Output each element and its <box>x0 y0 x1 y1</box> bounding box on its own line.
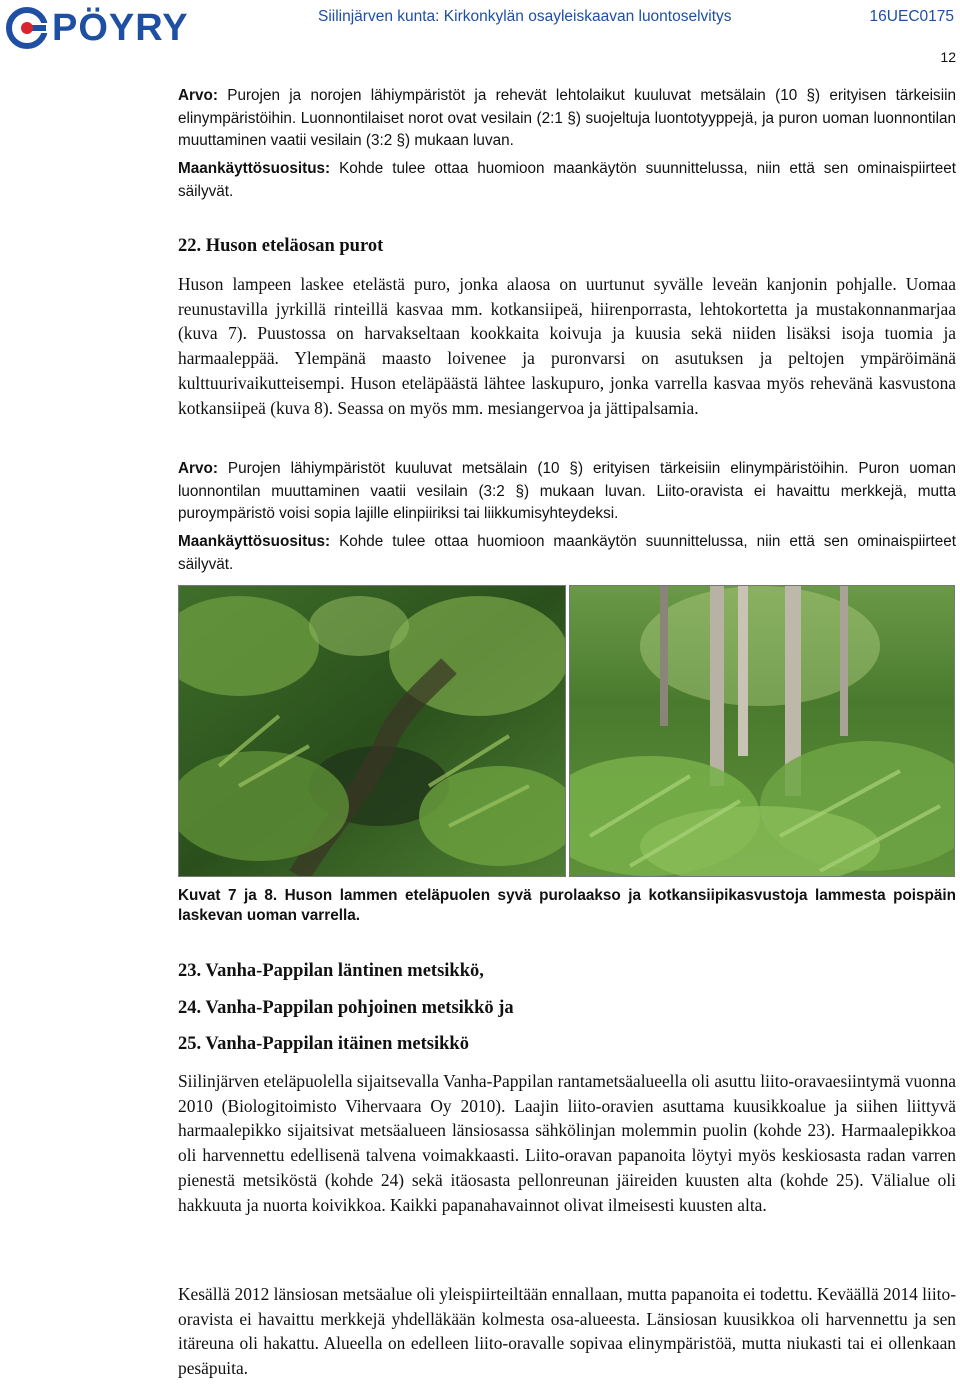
arvo-text: Purojen lähiympäristöt kuuluvat metsälain (10 §) erityisen tärkeisiin elinympäristöihin. Puron uoman luonnontilan muuttaminen vaatii vesilain (3:2 §) mukaan luvan. Liito-oravista ei havaittu merkkejä, mutta puroympäristö voisi sopia lajille elinpiiriksi tai liikkumisyhteydeksi. <box>178 460 956 522</box>
body-paragraph-22: Huson lampeen laskee etelästä puro, jonka alaosa on uurtunut syvälle leveän kanjonin pohjalle. Uomaa reunustavilla jyrkillä rinteillä kasvaa mm. kotkansiipeä, hiirenporrasta, lehtokortetta ja mustakonnanmarjaa (kuva 7). Puustossa on harvakseltaan kookkaita koivuja ja kuusia sekä niiden lisäksi isoja tuomia ja harmaaleppää. Ylempänä maasto loivenee ja puronvarsi on asutuksen ja peltojen ympäröimänä kulttuurivaikutteisempi. Huson eteläpäästä lähtee laskupuro, jonka varrella kasvaa myös rehevänä kasvustona kotkansiipeä (kuva 8). Seassa on myös mm. mesiangervoa ja jättipalsamia. <box>178 274 956 418</box>
maankaytto-text: Kohde tulee ottaa huomioon maankäytön suunnittelussa, niin että sen ominaispiirteet säilyvät. <box>178 160 956 200</box>
maankaytto-paragraph-22 <box>178 531 956 576</box>
document-code: 16UEC0175 <box>869 8 954 25</box>
body-paragraph-2012-2014: Kesällä 2012 länsiosan metsäalue oli yleispiirteiltään ennallaan, mutta papanoita ei todettu. Keväällä 2014 liito-oravista ei havaittu merkkejä yhdelläkään kolmesta osa-alueesta. Länsiosan kuusikkoa oli harvennettu ja sen itäreuna oli hakattu. Alueella on edelleen liito-oravalle sopivaa elinympäristöä, mutta niukasti tai ei ollenkaan pesäpuita. <box>178 1284 956 1379</box>
section-heading-22: 22. Huson eteläosan purot <box>178 236 384 256</box>
logo-wordmark: PÖYRY <box>52 7 189 49</box>
figure-caption: Kuvat 7 ja 8. Huson lammen eteläpuolen syvä purolaakso ja kotkansiipikasvustoja lammesta poispäin laskevan uoman varrella. <box>178 887 956 924</box>
arvo-paragraph-22 <box>178 458 956 526</box>
poyry-logo-icon <box>6 7 48 49</box>
arvo-paragraph-21 <box>178 85 956 153</box>
arvo-text: Purojen ja norojen lähiympäristöt ja rehevät lehtolaikut kuuluvat metsälain (10 §) erityisen tärkeisiin elinympäristöihin. Luonnontilaiset norot ovat vesilain (2:1 §) suojeltuja luontotyyppejä, ja puron uoman luonnontilan muuttaminen vaatii vesilain (3:2 §) mukaan luvan. <box>178 87 956 149</box>
fern-forest-photo-icon <box>570 586 954 876</box>
section-heading-24: 24. Vanha-Pappilan pohjoinen metsikkö ja <box>178 998 514 1018</box>
fern-stream-photo-icon <box>179 586 565 876</box>
document-title: Siilinjärven kunta: Kirkonkylän osayleiskaavan luontoselvitys <box>318 8 732 25</box>
maankaytto-label: Maankäyttösuositus: <box>178 533 331 550</box>
maankaytto-text: Kohde tulee ottaa huomioon maankäytön suunnittelussa, niin että sen ominaispiirteet säilyvät. <box>178 533 956 573</box>
arvo-label: Arvo: <box>178 460 218 477</box>
maankaytto-paragraph-21 <box>178 158 956 203</box>
body-paragraph-23-25: Siilinjärven eteläpuolella sijaitsevalla Vanha-Pappilan rantametsäalueella oli asuttu liito-oravaesiintymä vuonna 2010 (Biologitoimisto Vihervaara Oy 2010). Laajin liito-oravien asuttama kuusikkoalue ja siihen liittyvä harmaalepikko sijaitsivat metsäalueen länsiosassa sähkölinjan molemmin puolin (kohde 23). Harmaalepikkoa oli harvennettu edellisenä talvena voimakkaasti. Liito-oravan papanoita löytyi myös keskiosasta radan varren pienestä metsiköstä (kohde 24) sekä itäosasta pellonreunan jäireiden kuusten alta (kohde 25). Välialue oli hakkuuta ja nuorta koivikkoa. Kaikki papanahavainnot olivat ilmeisesti kuusten alta. <box>178 1071 956 1215</box>
maankaytto-label: Maankäyttösuositus: <box>178 160 331 177</box>
arvo-label: Arvo: <box>178 87 218 104</box>
photo-kuva-7 <box>178 585 566 877</box>
page-number: 12 <box>940 49 956 65</box>
section-heading-25: 25. Vanha-Pappilan itäinen metsikkö <box>178 1034 469 1054</box>
poyry-logo <box>6 6 246 50</box>
photo-kuva-8 <box>569 585 955 877</box>
section-heading-23: 23. Vanha-Pappilan läntinen metsikkö, <box>178 961 484 981</box>
